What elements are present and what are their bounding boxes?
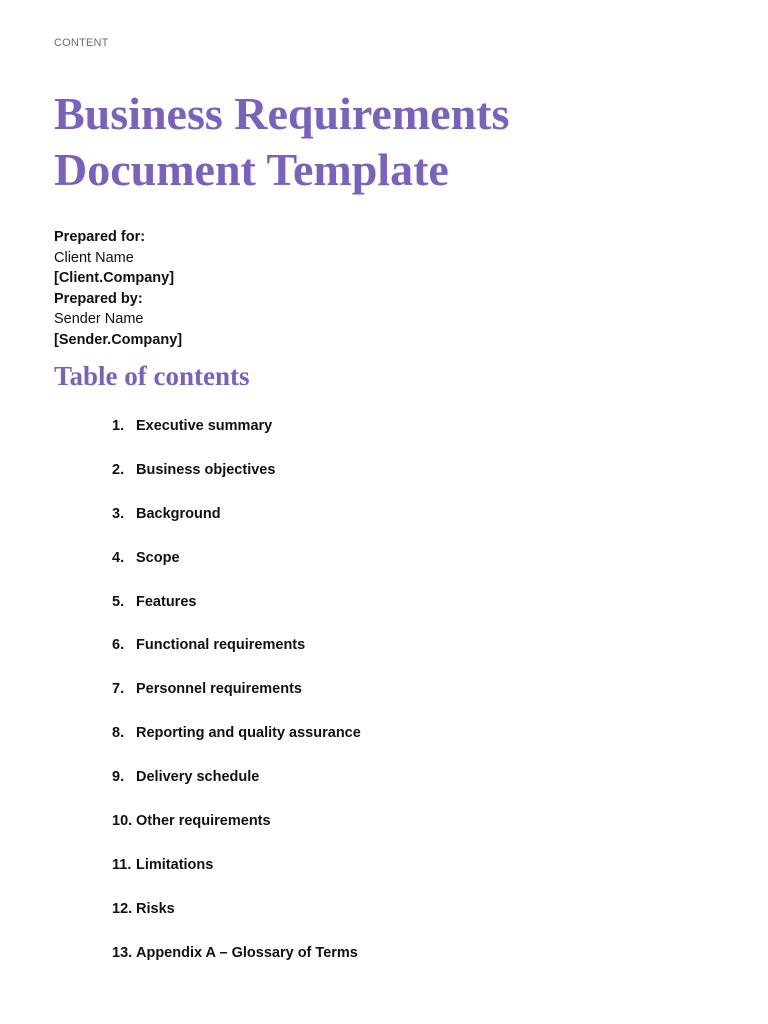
toc-item-text: Other requirements	[136, 813, 271, 830]
document-title-line-1: Business Requirements	[54, 88, 510, 139]
toc-item-text: Features	[136, 593, 197, 610]
toc-item-text: Delivery schedule	[136, 769, 260, 786]
document-title	[54, 86, 714, 198]
toc-item-number: 6.	[112, 637, 125, 654]
sender-name: Sender Name	[54, 311, 144, 327]
toc-item-text: Background	[136, 505, 221, 522]
toc-item	[112, 723, 361, 767]
toc-item	[112, 416, 361, 460]
toc-item-number: 7.	[112, 681, 125, 698]
toc-item-number: 8.	[112, 725, 125, 742]
toc-item-number: 9.	[112, 769, 125, 786]
toc-item-number: 2.	[112, 461, 125, 478]
toc-item	[112, 943, 361, 987]
toc-item-text: Reporting and quality assurance	[136, 725, 361, 742]
toc-item-number: 3.	[112, 505, 125, 522]
toc-item-text: Risks	[136, 900, 175, 917]
toc-item-text: Business objectives	[136, 461, 276, 478]
toc-item-number: 10.	[112, 813, 133, 830]
toc-item-text: Scope	[136, 549, 180, 566]
toc-item	[112, 635, 361, 679]
toc-item-number: 13.	[112, 944, 133, 961]
prepared-block	[54, 227, 182, 350]
toc-item	[112, 548, 361, 592]
toc-item	[112, 592, 361, 636]
prepared-for-label: Prepared for:	[54, 229, 146, 245]
toc-item	[112, 767, 361, 811]
toc-item-text: Appendix A – Glossary of Terms	[136, 944, 358, 961]
toc-heading: Table of contents	[54, 361, 250, 391]
toc-item	[112, 460, 361, 504]
toc-item-number: 1.	[112, 418, 125, 434]
toc-item	[112, 899, 361, 943]
toc-item-number: 11.	[112, 856, 132, 873]
toc-item-number: 4.	[112, 549, 125, 566]
toc-item	[112, 504, 361, 548]
toc-item-text: Personnel requirements	[136, 681, 302, 698]
toc-item-text: Executive summary	[136, 418, 273, 434]
sender-company: [Sender.Company]	[54, 331, 183, 348]
document-title-line-2: Document Template	[54, 144, 449, 195]
toc-item-number: 12.	[112, 900, 133, 917]
client-name: Client Name	[54, 249, 134, 266]
client-company: [Client.Company]	[54, 270, 175, 286]
toc-item	[112, 855, 361, 899]
prepared-by-label: Prepared by:	[54, 290, 143, 307]
toc-item-text: Functional requirements	[136, 637, 306, 654]
toc-item-number: 5.	[112, 593, 125, 610]
toc-item	[112, 679, 361, 723]
toc-item-text: Limitations	[136, 856, 214, 873]
toc-list	[112, 416, 361, 987]
section-label: CONTENT	[54, 37, 109, 49]
toc-item	[112, 811, 361, 855]
